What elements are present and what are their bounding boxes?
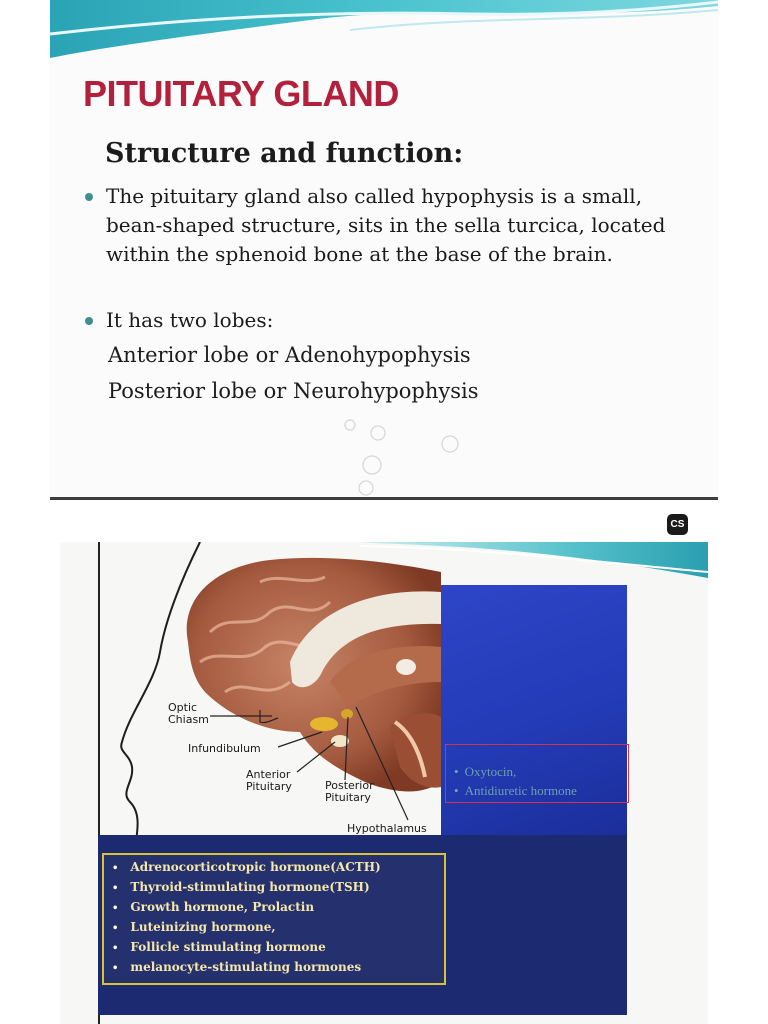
anterior-hormone-item	[112, 940, 326, 954]
bullet-dot-icon: •	[112, 963, 119, 974]
lobe-anterior: Anterior lobe or Adenohypophysis	[108, 343, 471, 367]
label-hypothalamus: Hypothalamus	[347, 822, 427, 835]
hormone-oxytocin: Oxytocin,	[464, 764, 517, 779]
label-line: Posterior	[325, 779, 374, 792]
slide-pituitary-structure	[50, 0, 718, 500]
label-optic-chiasm	[168, 702, 209, 726]
anterior-hormone-item	[112, 900, 314, 914]
hormone-fsh: Follicle stimulating hormone	[130, 940, 326, 954]
bullet-dot-icon: •	[112, 863, 119, 874]
bullet-dot-icon: •	[112, 923, 119, 934]
anterior-hormones-box	[102, 853, 446, 985]
bullet-dot-icon: •	[112, 903, 119, 914]
label-line: Chiasm	[168, 713, 209, 726]
posterior-hormone-item	[454, 783, 577, 799]
label-anterior-pituitary	[246, 769, 292, 793]
lobe-posterior: Posterior lobe or Neurohypophysis	[108, 379, 479, 403]
hormone-lh: Luteinizing hormone,	[130, 920, 276, 934]
bullet-text: The pituitary gland also called hypophysis is a small, bean-shaped structure, sits in the sella turcica, located within the sphenoid bone at the base of the brain.	[106, 184, 666, 266]
slide-divider	[50, 497, 718, 500]
hormone-acth: Adrenocorticotropic hormone(ACTH)	[130, 860, 381, 874]
slide-header-wave	[50, 0, 718, 60]
hormone-tsh: Thyroid-stimulating hormone(TSH)	[130, 880, 370, 894]
bullet-dot-icon: •	[112, 943, 119, 954]
anterior-hormone-item	[112, 920, 276, 934]
label-line: Anterior	[246, 768, 291, 781]
label-line: Pituitary	[325, 791, 371, 804]
slide-pituitary-diagram	[60, 542, 708, 1024]
anterior-hormone-item	[112, 860, 381, 874]
section-subtitle: Structure and function:	[105, 138, 464, 169]
label-infundibulum: Infundibulum	[188, 742, 261, 755]
bullet-dot-icon: •	[454, 764, 459, 779]
hormone-gh-prolactin: Growth hormone, Prolactin	[130, 900, 315, 914]
page-title: PITUITARY GLAND	[83, 73, 399, 114]
label-line: Optic	[168, 701, 198, 714]
bullet-lobes	[85, 306, 675, 335]
bullet-dot-icon	[85, 317, 93, 325]
bullet-dot-icon: •	[454, 783, 459, 798]
bullet-text: It has two lobes:	[106, 308, 274, 332]
label-line: Pituitary	[246, 780, 292, 793]
hormone-adh: Antidiuretic hormone	[464, 783, 577, 798]
posterior-hormone-item	[454, 764, 516, 780]
hormone-msh: melanocyte-stimulating hormones	[130, 960, 362, 974]
anterior-hormone-item	[112, 960, 361, 974]
posterior-hormones-box	[445, 744, 629, 803]
bullet-dot-icon	[85, 193, 93, 201]
bullet-definition	[85, 182, 675, 269]
label-posterior-pituitary	[325, 780, 374, 804]
bullet-dot-icon: •	[112, 883, 119, 894]
camscanner-logo: CS	[667, 514, 688, 535]
anterior-hormone-item	[112, 880, 370, 894]
